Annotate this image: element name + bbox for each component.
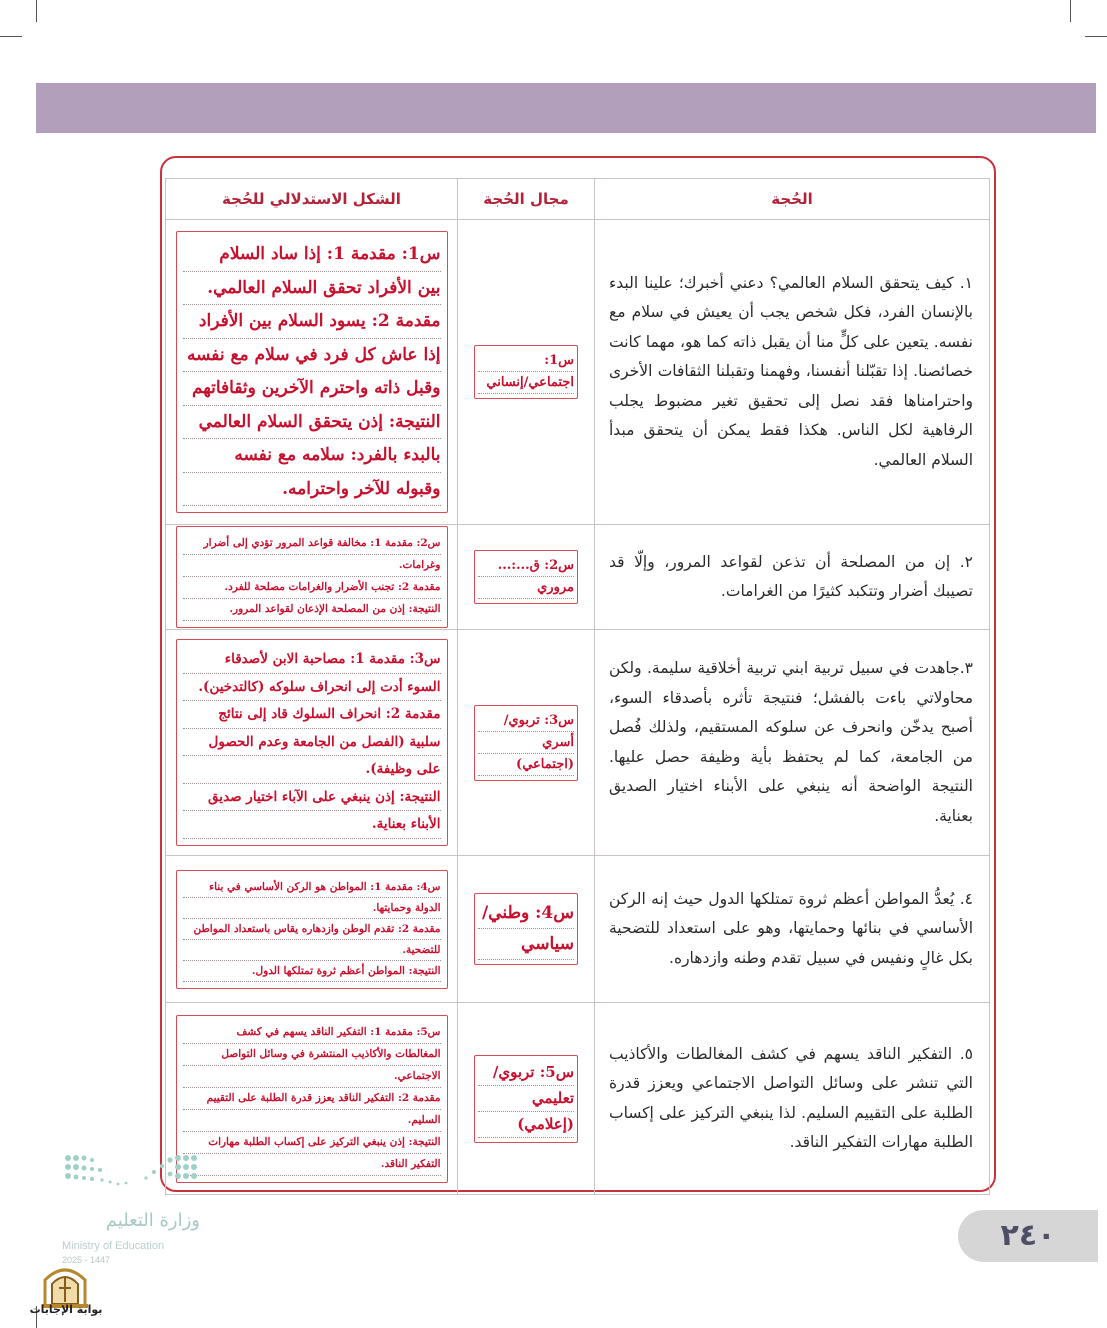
- form-line: س1: مقدمة 1: إذا ساد السلام: [183, 238, 441, 272]
- field-answer: [474, 345, 578, 399]
- field-cell: [458, 630, 595, 856]
- form-cell: [166, 1003, 458, 1195]
- form-line: التفكير الناقد.: [183, 1154, 441, 1176]
- ministry-year: 2025 - 1447: [62, 1255, 111, 1265]
- ministry-dots-logo: [62, 1150, 198, 1196]
- header-band: [36, 83, 1096, 133]
- form-answer: [176, 231, 448, 513]
- table-row: [166, 525, 990, 630]
- table-row: [166, 1003, 990, 1195]
- field-line: (اجتماعي): [478, 754, 574, 776]
- field-cell: [458, 1003, 595, 1195]
- field-cell: [458, 856, 595, 1003]
- form-line: الدولة وحمايتها.: [183, 898, 441, 919]
- form-line: مقدمة 2: تقدم الوطن وازدهاره يقاس باستعداد المواطن: [183, 919, 441, 940]
- form-line: سلبية (الفصل من الجامعة وعدم الحصول: [183, 729, 441, 757]
- field-answer: [474, 893, 578, 965]
- form-answer: [176, 870, 448, 989]
- field-line: س3: تربوي/: [478, 710, 574, 732]
- ministry-name-en: Ministry of Education: [62, 1240, 165, 1252]
- form-line: النتيجة: إذن من المصلحة الإذعان لقواعد المرور.: [183, 599, 441, 621]
- form-line: المغالطات والأكاذيب المنتشرة في وسائل التواصل: [183, 1044, 441, 1066]
- field-line: مروري: [478, 577, 574, 599]
- form-line: الأبناء بعناية.: [183, 811, 441, 839]
- field-cell: [458, 220, 595, 525]
- form-line: على وظيفة).: [183, 756, 441, 784]
- form-line: مقدمة 2: انحراف السلوك قاد إلى نتائج: [183, 701, 441, 729]
- crop-mark: [0, 36, 22, 37]
- form-line: س4: مقدمة 1: المواطن هو الركن الأساسي في بناء: [183, 877, 441, 898]
- form-answer: [176, 639, 448, 846]
- field-answer: [474, 705, 578, 781]
- header-field: مجال الحُجة: [458, 179, 595, 220]
- form-line: الاجتماعي.: [183, 1066, 441, 1088]
- form-line: س5: مقدمة 1: التفكير الناقد يسهم في كشف: [183, 1022, 441, 1044]
- argument-text: ٢. إن من المصلحة أن تذعن لقواعد المرور، وإلّا قد تصيبك أضرار وتتكبد كثيرًا من الغرامات.: [595, 525, 990, 630]
- form-line: النتيجة: المواطن أعظم ثروة تمتلكها الدول.: [183, 961, 441, 982]
- ministry-watermark: [62, 1150, 202, 1270]
- form-answer: [176, 526, 448, 628]
- field-answer: [474, 1055, 578, 1143]
- site-logo-icon: [30, 1258, 100, 1328]
- form-line: س2: مقدمة 1: مخالفة قواعد المرور تؤدي إلى أضرار: [183, 533, 441, 555]
- argument-text: ٥. التفكير الناقد يسهم في كشف المغالطات والأكاذيب التي تنشر على وسائل التواصل الاجتماعي ويعزز قدرة الطلبة على التقييم السليم. لذا ينبغي التركيز على إكساب الطلبة مهارات التفكير الناقد.: [595, 1003, 990, 1195]
- site-name: بوابة الإجابات: [29, 1303, 103, 1316]
- page-number: ٢٤٠: [958, 1210, 1098, 1262]
- form-line: مقدمة 2: تجنب الأضرار والغرامات مصلحة للفرد.: [183, 577, 441, 599]
- argument-table: [165, 178, 990, 1195]
- field-cell: [458, 525, 595, 630]
- form-line: مقدمة 2: يسود السلام بين الأفراد: [183, 305, 441, 339]
- field-line: (إعلامي): [478, 1112, 574, 1138]
- ministry-name-ar: وزارة التعليم: [105, 1210, 200, 1231]
- crop-mark: [36, 0, 37, 22]
- crop-mark: [1085, 36, 1107, 37]
- table-header-row: [166, 179, 990, 220]
- header-argument: الحُجة: [595, 179, 990, 220]
- form-line: السوء أدت إلى انحراف سلوكه (كالتدخين).: [183, 674, 441, 702]
- form-line: النتيجة: إذن يتحقق السلام العالمي: [183, 406, 441, 440]
- form-line: وغرامات.: [183, 555, 441, 577]
- form-line: س3: مقدمة 1: مصاحبة الابن لأصدقاء: [183, 646, 441, 674]
- field-line: أسري: [478, 732, 574, 754]
- field-answer: [474, 550, 578, 604]
- form-cell: [166, 856, 458, 1003]
- field-line: سياسي: [478, 929, 574, 960]
- crop-mark: [1070, 0, 1071, 22]
- field-line: س1:: [478, 350, 574, 372]
- field-line: تعليمي: [478, 1086, 574, 1112]
- form-line: للتضحية.: [183, 940, 441, 961]
- form-answer: [176, 1015, 448, 1183]
- field-line: س2: ق...:...: [478, 555, 574, 577]
- field-line: س5: تربوي/: [478, 1060, 574, 1086]
- form-cell: [166, 630, 458, 856]
- form-line: وقبوله للآخر واحترامه.: [183, 473, 441, 507]
- form-line: النتيجة: إذن ينبغي على الآباء اختيار صديق: [183, 784, 441, 812]
- form-line: مقدمة 2: التفكير الناقد يعزز قدرة الطلبة على التقييم: [183, 1088, 441, 1110]
- table-row: [166, 220, 990, 525]
- form-cell: [166, 220, 458, 525]
- form-cell: [166, 525, 458, 630]
- argument-text: ٤. يُعدُّ المواطن أعظم ثروة تمتلكها الدول حيث إنه الركن الأساسي في بنائها وحمايتها، وهو على استعداد للتضحية بكل غالٍ ونفيس في سبيل تقدم وطنه وازدهاره.: [595, 856, 990, 1003]
- form-line: النتيجة: إذن ينبغي التركيز على إكساب الطلبة مهارات: [183, 1132, 441, 1154]
- field-line: س4: وطني/: [478, 898, 574, 929]
- form-line: السليم.: [183, 1110, 441, 1132]
- argument-text: ٣.جاهدت في سبيل تربية ابني تربية أخلاقية سليمة. ولكن محاولاتي باءت بالفشل؛ فنتيجة تأثره بأصدقاء السوء، أصبح يدخّن وانحرف عن سلوكه المستقيم، ولذلك فُصل من الجامعة، كما لم يحتفظ بأية وظيفة حصل عليها. النتيجة الواضحة أنه ينبغي على الأبناء اختيار الصديق بعناية.: [595, 630, 990, 856]
- form-line: بين الأفراد تحقق السلام العالمي.: [183, 272, 441, 306]
- header-form: الشكل الاستدلالي للحُجة: [166, 179, 458, 220]
- form-line: وقبل ذاته واحترم الآخرين وثقافاتهم: [183, 372, 441, 406]
- table-row: [166, 630, 990, 856]
- argument-text: ١. كيف يتحقق السلام العالمي؟ دعني أخبرك؛ علينا البدء بالإنسان الفرد، فكل شخص يجب أن يعيش في سلام مع نفسه. يتعين على كلٍّ منا أن يقبل ذاته كما هو، مهما كانت خصائصنا. إذا تقبّلنا أنفسنا، وفهمنا وتقبلنا الثقافات الأخرى واحترامناها فقد نصل إلى تحقيق تغير مضبوط يجلب الرفاهية لكل الناس. هكذا فقط يمكن أن يتحقق مبدأ السلام العالمي.: [595, 220, 990, 525]
- form-line: إذا عاش كل فرد في سلام مع نفسه: [183, 339, 441, 373]
- field-line: اجتماعي/إنساني: [478, 372, 574, 394]
- form-line: بالبدء بالفرد: سلامه مع نفسه: [183, 439, 441, 473]
- table-row: [166, 856, 990, 1003]
